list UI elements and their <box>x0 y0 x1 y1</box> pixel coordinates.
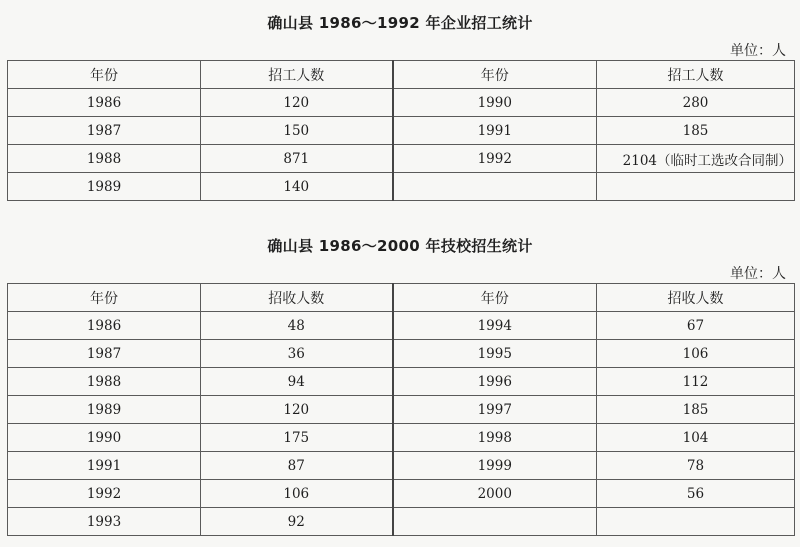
table-row <box>8 480 795 508</box>
year-cell: 1986 <box>8 89 201 117</box>
year-cell: 1989 <box>8 396 201 424</box>
count-cell: 871 <box>201 145 393 173</box>
count-cell: 112 <box>597 368 795 396</box>
count-cell: 67 <box>597 312 795 340</box>
count-cell: 106 <box>597 340 795 368</box>
header-count: 招收人数 <box>201 284 393 312</box>
count-cell: 150 <box>201 117 393 145</box>
year-cell: 1996 <box>393 368 597 396</box>
table-row <box>8 173 795 201</box>
count-cell: 185 <box>597 117 795 145</box>
table-row <box>8 340 795 368</box>
table-row <box>8 424 795 452</box>
count-cell: 56 <box>597 480 795 508</box>
count-cell: 175 <box>201 424 393 452</box>
count-cell <box>597 508 795 536</box>
table-row <box>8 396 795 424</box>
year-cell <box>393 508 597 536</box>
table-row <box>8 117 795 145</box>
count-cell: 280 <box>597 89 795 117</box>
year-cell <box>393 173 597 201</box>
header-count: 招工人数 <box>597 61 795 89</box>
year-cell: 1991 <box>393 117 597 145</box>
year-cell: 1995 <box>393 340 597 368</box>
year-cell: 1997 <box>393 396 597 424</box>
year-cell: 1987 <box>8 340 201 368</box>
year-cell: 1998 <box>393 424 597 452</box>
year-cell: 1992 <box>393 145 597 173</box>
year-cell: 1988 <box>8 145 201 173</box>
year-cell: 1991 <box>8 452 201 480</box>
count-cell: 92 <box>201 508 393 536</box>
year-cell: 1988 <box>8 368 201 396</box>
table-row <box>8 452 795 480</box>
year-cell: 1993 <box>8 508 201 536</box>
count-cell: 2104（临时工选改合同制） <box>597 145 795 173</box>
count-cell: 87 <box>201 452 393 480</box>
table-header-row <box>8 284 795 312</box>
year-cell: 1987 <box>8 117 201 145</box>
count-cell: 140 <box>201 173 393 201</box>
year-cell: 1999 <box>393 452 597 480</box>
table-row <box>8 508 795 536</box>
year-cell: 1986 <box>8 312 201 340</box>
table-row <box>8 145 795 173</box>
header-year: 年份 <box>8 284 201 312</box>
header-year: 年份 <box>393 61 597 89</box>
enterprise-recruitment-table <box>7 60 795 201</box>
header-count: 招收人数 <box>597 284 795 312</box>
technical-school-enrollment-table <box>7 283 795 536</box>
count-cell: 120 <box>201 396 393 424</box>
year-cell: 1990 <box>393 89 597 117</box>
count-cell: 48 <box>201 312 393 340</box>
count-cell: 120 <box>201 89 393 117</box>
table-row <box>8 312 795 340</box>
count-cell: 106 <box>201 480 393 508</box>
count-cell: 78 <box>597 452 795 480</box>
table2-unit: 单位：人 <box>730 266 786 282</box>
year-cell: 1990 <box>8 424 201 452</box>
header-year: 年份 <box>393 284 597 312</box>
year-cell: 1989 <box>8 173 201 201</box>
year-cell: 1992 <box>8 480 201 508</box>
year-cell: 2000 <box>393 480 597 508</box>
year-cell: 1994 <box>393 312 597 340</box>
header-count: 招工人数 <box>201 61 393 89</box>
table2-title: 确山县 1986～2000 年技校招生统计 <box>267 237 533 255</box>
table1-unit: 单位：人 <box>730 43 786 59</box>
count-cell: 104 <box>597 424 795 452</box>
count-cell: 185 <box>597 396 795 424</box>
count-cell <box>597 173 795 201</box>
table-header-row <box>8 61 795 89</box>
header-year: 年份 <box>8 61 201 89</box>
table1-title: 确山县 1986～1992 年企业招工统计 <box>267 14 533 32</box>
table-row <box>8 368 795 396</box>
count-cell: 36 <box>201 340 393 368</box>
table-row <box>8 89 795 117</box>
count-cell: 94 <box>201 368 393 396</box>
